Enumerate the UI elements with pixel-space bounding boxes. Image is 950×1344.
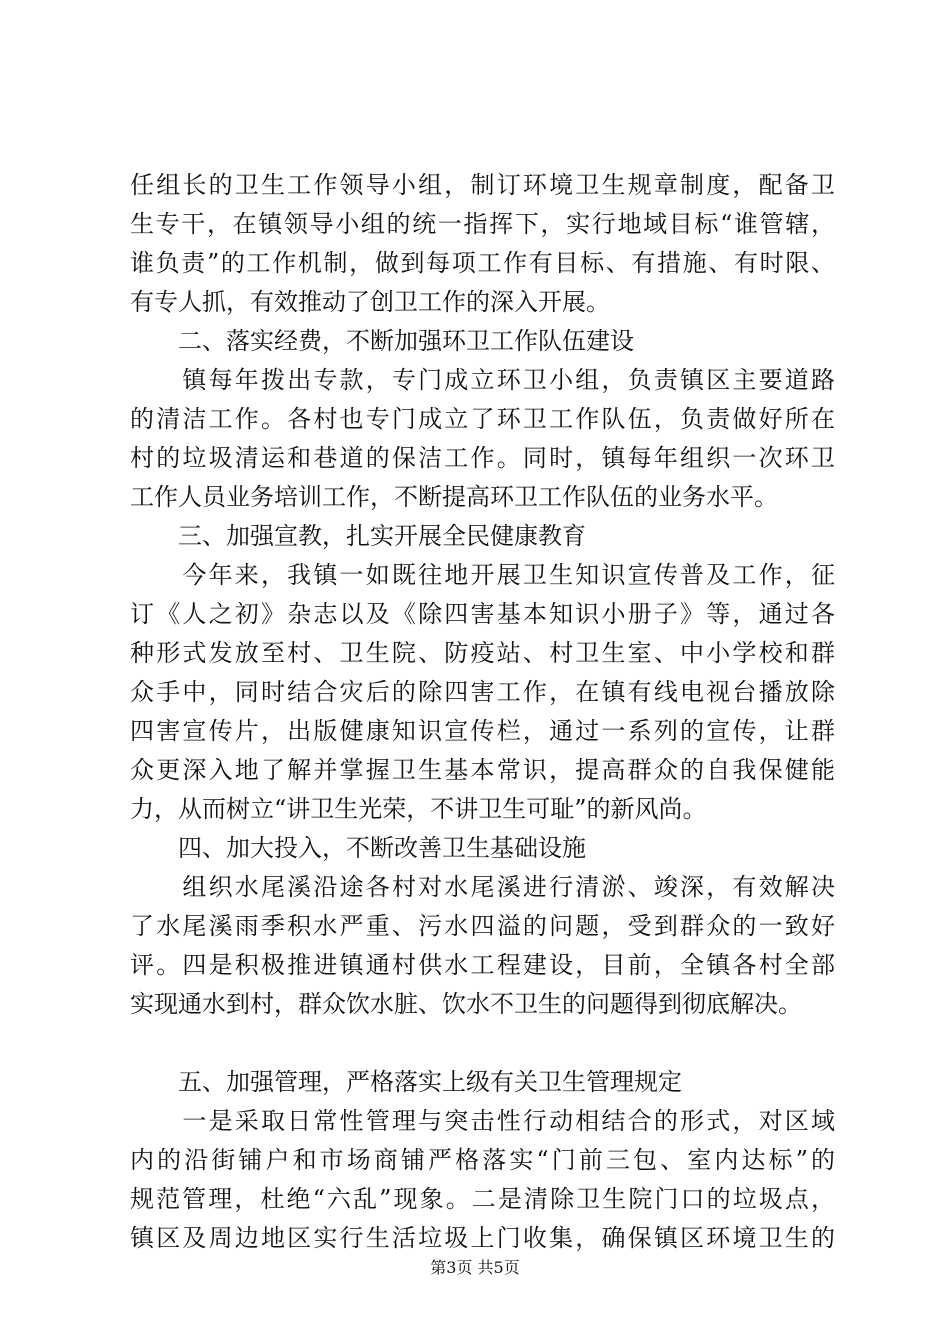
text-line: 种形式发放至村、卫生院、防疫站、村卫生室、中小学校和群 (130, 639, 835, 667)
text-line: 组织水尾溪沿途各村对水尾溪进行清淤、竣深，有效解决 (130, 873, 835, 901)
text-line: 四害宣传片，出版健康知识宣传栏，通过一系列的宣传，让群 (130, 717, 835, 745)
text-line: 村的垃圾清运和巷道的保洁工作。同时，镇每年组织一次环卫 (130, 444, 835, 472)
text-line: 镇每年拨出专款，专门成立环卫小组，负责镇区主要道路 (130, 366, 835, 394)
text-line: 有专人抓，有效推动了创卫工作的深入开展。 (130, 288, 610, 316)
section-heading: 四、加大投入，不断改善卫生基础设施 (130, 834, 586, 862)
text-line: 生专干，在镇领导小组的统一指挥下，实行地域目标“谁管辖， (130, 210, 835, 238)
text-line: 众手中，同时结合灾后的除四害工作，在镇有线电视台播放除 (130, 678, 835, 706)
text-line: 任组长的卫生工作领导小组，制订环境卫生规章制度，配备卫 (130, 171, 835, 199)
text-line: 了水尾溪雨季积水严重、污水四溢的问题，受到群众的一致好 (130, 912, 835, 940)
text-line: 镇区及周边地区实行生活垃圾上门收集，确保镇区环境卫生的 (130, 1224, 835, 1252)
text-line: 规范管理，杜绝“六乱”现象。二是清除卫生院门口的垃圾点， (130, 1185, 835, 1213)
section-heading: 五、加强管理，严格落实上级有关卫生管理规定 (130, 1068, 682, 1096)
text-line: 力，从而树立“讲卫生光荣，不讲卫生可耻”的新风尚。 (130, 795, 707, 823)
page-footer: 第3页 共5页 (430, 1258, 520, 1277)
text-line: 工作人员业务培训工作，不断提高环卫工作队伍的业务水平。 (130, 483, 778, 511)
text-line: 谁负责”的工作机制，做到每项工作有目标、有措施、有时限、 (130, 249, 835, 277)
text-line: 内的沿街铺户和市场商铺严格落实“门前三包、室内达标”的 (130, 1146, 835, 1174)
text-line: 实现通水到村，群众饮水脏、饮水不卫生的问题得到彻底解决。 (130, 990, 802, 1018)
section-heading: 二、落实经费，不断加强环卫工作队伍建设 (130, 327, 634, 355)
text-line: 一是采取日常性管理与突击性行动相结合的形式，对区域 (130, 1107, 835, 1135)
section-heading: 三、加强宣教，扎实开展全民健康教育 (130, 522, 586, 550)
text-line: 众更深入地了解并掌握卫生基本常识，提高群众的自我保健能 (130, 756, 835, 784)
text-line: 的清洁工作。各村也专门成立了环卫工作队伍，负责做好所在 (130, 405, 835, 433)
text-line: 今年来，我镇一如既往地开展卫生知识宣传普及工作，征 (130, 561, 835, 589)
text-line: 订《人之初》杂志以及《除四害基本知识小册子》等，通过各 (130, 600, 835, 628)
text-line: 评。四是积极推进镇通村供水工程建设，目前，全镇各村全部 (130, 951, 835, 979)
